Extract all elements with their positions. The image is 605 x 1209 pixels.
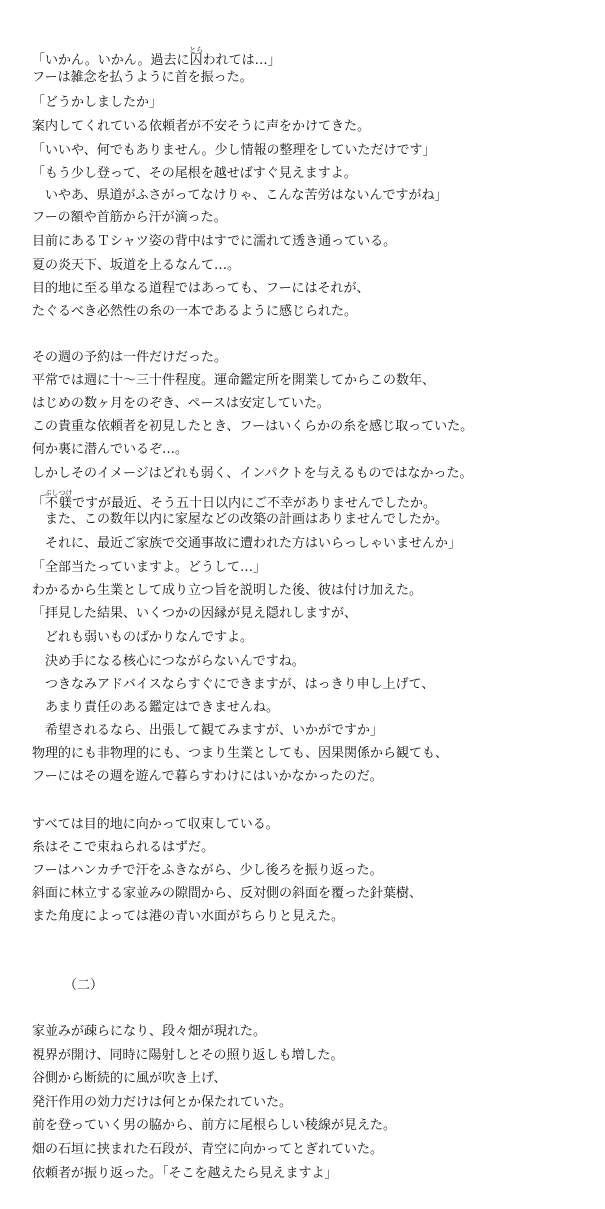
text-line: どれも弱いものばかりなんですよ。 [32,630,254,645]
text-line: 谷側から断続的に風が吹き上げ、 [32,1071,227,1086]
text-line: 目前にあるＴシャツ姿の背中はすでに濡れて透き通っている。 [32,234,397,249]
text-line: 希望されるなら、出張して観てみますが、いかがですか」 [32,723,384,738]
ruby-word: 不躾ぶしつけ [44,489,73,511]
text-line: 「もう少し登って、その尾根を越せばすぐ見えますよ。 [32,166,357,181]
text-line: 「いいや、何でもありません。少し情報の整理をしていただけです」 [32,143,436,158]
text-line: また角度によっては港の青い水面がちらりと見えた。 [32,909,345,924]
text-line: 発汗作用の効力だけは何とか保たれていた。 [32,1095,293,1110]
text-line: フーの額や首筋から汗が滴った。 [32,210,227,225]
text-line: 決め手になる核心につながらないんですね。 [32,654,305,669]
text-line: しかしそのイメージはどれも弱く、インパクトを与えるものではなかった。 [32,466,473,481]
text-line: 平常では週に十〜三十件程度。運命鑑定所を開業してからこの数年、 [32,373,436,388]
text-line: その週の予約は一件だけだった。 [32,350,228,365]
text-line: 家並みが疎らになり、段々畑が現れた。 [32,1024,267,1039]
text-line: 畑の石垣に挟まれた石段が、青空に向かってとぎれていた。 [32,1142,384,1157]
text-line: この貴重な依頼者を初見したとき、フーはいくらかの糸を感じ取っていた。 [32,419,474,434]
text-line: はじめの数ヶ月をのぞき、ペースは安定していた。 [32,396,330,411]
text-line: 依頼者が振り返った。「そこを越えたら見えますよ」 [32,1166,338,1181]
text-line: 「どうかしましたか」 [32,95,163,110]
text-line: 視界が開け、同時に陽射しとその照り返しも増した。 [32,1048,344,1063]
text-line: すべては目的地に向かって収束している。 [32,817,279,832]
text-line: フーはハンカチで汗をふきながら、少し後ろを振り返った。 [32,863,383,878]
text-line: 夏の炎天下、坂道を上るなんて…。 [32,258,241,273]
text-line: あまり責任のある鑑定はできませんね。 [32,700,280,715]
text-line: 糸はそこで束ねられるはずだ。 [32,840,215,855]
text-line: 前を登っていく男の脇から、前方に尾根らしい稜線が見えた。 [32,1118,397,1133]
text-line: 「全部当たっていますよ。どうして…」 [32,560,267,575]
text-line: 何か裏に潜んでいるぞ…。 [32,442,189,457]
text-line: それに、最近ご家族で交通事故に遭われた方はいらっしゃいませんか」 [32,536,462,551]
text-line: フーは雑念を払うように首を振った。 [32,70,253,85]
text-line: また、この数年以内に家屋などの改築の計画はありませんでしたか。 [32,512,449,527]
text-line: わかるから生業として成り立つ旨を説明した後、彼は付け加えた。 [32,583,423,598]
text-line: 目的地に至る単なる道程ではあっても、フーにはそれが、 [32,281,370,296]
text-line: いやあ、県道がふさがってなけりゃ、こんな苦労はないんですがね」 [32,188,448,203]
text-line: 案内してくれている依頼者が不安そうに声をかけてきた。 [32,119,371,134]
text-line: たぐるべき必然性の糸の一本であるように感じられた。 [32,304,358,319]
text-line: 「拝見した結果、いくつかの因縁が見え隠れしますが、 [32,606,358,621]
text-line: 「不躾ぶしつけですが最近、そう五十日以内にご不幸がありませんでしたか。 [32,489,437,511]
text-line: 物理的にも非物理的にも、つまり生業としても、因果関係から観ても、 [32,746,449,761]
ruby-word: 囚とら [189,46,204,68]
text-line: 斜面に林立する家並みの隙間から、反対側の斜面を覆った針葉樹、 [32,886,423,901]
chapter-heading: （二） [64,978,104,993]
text-line: 「いかん。いかん。過去に囚とらわれては…」 [32,46,281,68]
text-line: つきなみアドバイスならすぐにできますが、はっきり申し上げて、 [32,677,435,692]
text-line: フーにはその週を遊んで暮らすわけにはいかなかったのだ。 [32,769,383,784]
